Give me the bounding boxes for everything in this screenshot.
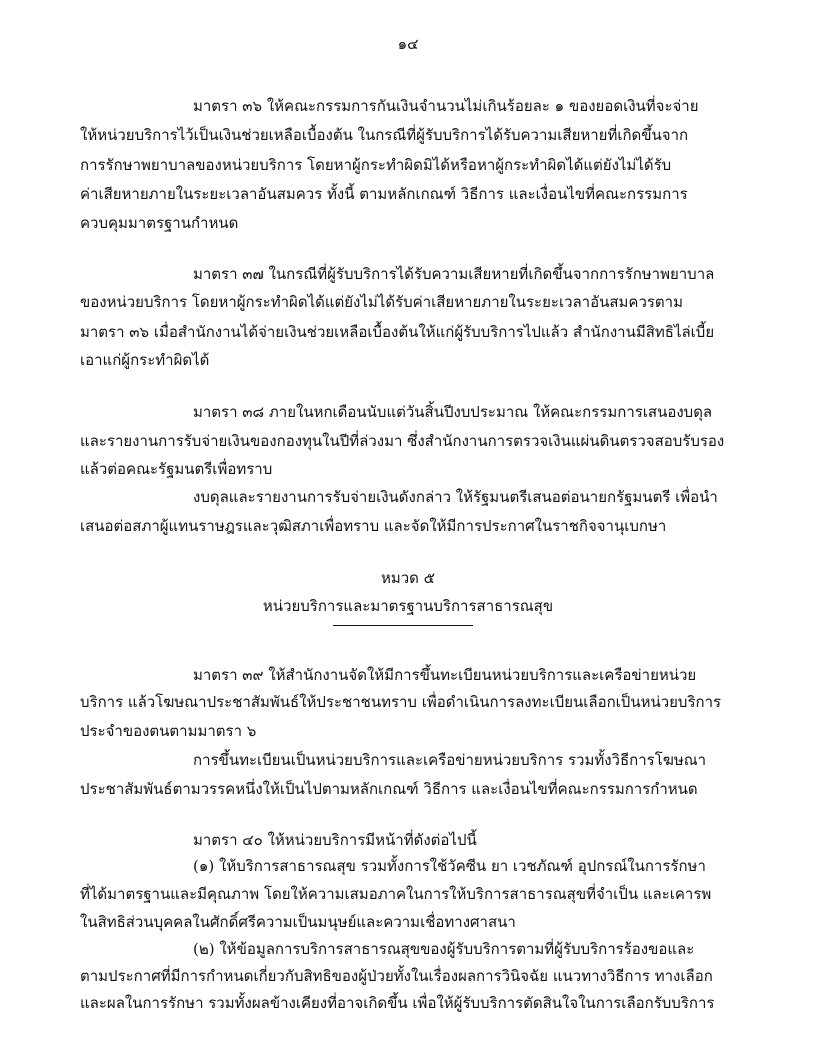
text-line: แล้วต่อคณะรัฐมนตรีเพื่อทราบ	[80, 460, 273, 478]
text-line: และผลในการรักษา รวมทั้งผลข้างเคียงที่อาจเกิดขึ้น เพื่อให้ผู้รับบริการตัดสินใจในการเลือกรับบริการ	[80, 994, 715, 1012]
text-line: ค่าเสียหายภายในระยะเวลาอันสมควร ทั้งนี้ ตามหลักเกณฑ์ วิธีการ และเงื่อนไขที่คณะกรรมการ	[80, 185, 688, 203]
page-number: ๑๔	[397, 35, 419, 53]
text-line: ประชาสัมพันธ์ตามวรรคหนึ่งให้เป็นไปตามหลักเกณฑ์ วิธีการ และเงื่อนไขที่คณะกรรมการกำหนด	[80, 780, 698, 798]
text-line: ควบคุมมาตรฐานกำหนด	[80, 214, 239, 232]
text-line: มาตรา ๓๘ ภายในหกเดือนนับแต่วันสิ้นปีงบประมาณ ให้คณะกรรมการเสนองบดุล	[193, 403, 713, 421]
text-line: (๒) ให้ข้อมูลการบริการสาธารณสุขของผู้รับบริการตามที่ผู้รับบริการร้องขอและ	[193, 940, 695, 958]
text-line: มาตรา ๔๐ ให้หน่วยบริการมีหน้าที่ดังต่อไปนี้	[193, 831, 477, 849]
text-line: มาตรา ๓๗ ในกรณีที่ผู้รับบริการได้รับความเสียหายที่เกิดขึ้นจากการรักษาพยาบาล	[193, 265, 715, 283]
divider	[333, 625, 473, 626]
text-line: ให้หน่วยบริการไว้เป็นเงินช่วยเหลือเบื้องต้น ในกรณีที่ผู้รับบริการได้รับความเสียหายที่เกิดขึ้นจาก	[80, 126, 689, 144]
text-line: ในสิทธิส่วนบุคคลในศักดิ์ศรีความเป็นมนุษย์และความเชื่อทางศาสนา	[80, 913, 516, 931]
text-line: และรายงานการรับจ่ายเงินของกองทุนในปีที่ล่วงมา ซึ่งสำนักงานการตรวจเงินแผ่นดินตรวจสอบรับรอง	[80, 432, 725, 450]
text-line: การขึ้นทะเบียนเป็นหน่วยบริการและเครือข่ายหน่วยบริการ รวมทั้งวิธีการโฆษณา	[193, 751, 707, 769]
text-line: งบดุลและรายงานการรับจ่ายเงินดังกล่าว ให้รัฐมนตรีเสนอต่อนายกรัฐมนตรี เพื่อนำ	[193, 488, 718, 506]
text-line: ตามประกาศที่มีการกำหนดเกี่ยวกับสิทธิของผู้ป่วยทั้งในเรื่องผลการวินิจฉัย แนวทางวิธีการ ทางเลือก	[80, 967, 713, 985]
text-line: ของหน่วยบริการ โดยหาผู้กระทำผิดได้แต่ยังไม่ได้รับค่าเสียหายภายในระยะเวลาอันสมควรตาม	[80, 293, 683, 311]
text-line: มาตรา ๓๖ ให้คณะกรรมการกันเงินจำนวนไม่เกินร้อยละ ๑ ของยอดเงินที่จะจ่าย	[193, 97, 699, 115]
chapter-title: หน่วยบริการและมาตรฐานบริการสาธารณสุข	[262, 597, 554, 615]
text-line: การรักษาพยาบาลของหน่วยบริการ โดยหาผู้กระทำผิดมิได้หรือหาผู้กระทำผิดได้แต่ยังไม่ได้รับ	[80, 156, 672, 174]
text-line: บริการ แล้วโฆษณาประชาสัมพันธ์ให้ประชาชนทราบ เพื่อดำเนินการลงทะเบียนเลือกเป็นหน่วยบริการ	[80, 693, 722, 711]
text-line: เสนอต่อสภาผู้แทนราษฎรและวุฒิสภาเพื่อทราบ และจัดให้มีการประกาศในราชกิจจานุเบกษา	[80, 517, 667, 535]
text-line: (๑) ให้บริการสาธารณสุข รวมทั้งการใช้วัคซีน ยา เวชภัณฑ์ อุปกรณ์ในการรักษา	[193, 857, 706, 875]
text-line: ประจำของตนตามมาตรา ๖	[80, 722, 257, 740]
text-line: เอาแก่ผู้กระทำผิดได้	[80, 351, 210, 369]
text-line: ที่ได้มาตรฐานและมีคุณภาพ โดยให้ความเสมอภาคในการให้บริการสาธารณสุขที่จำเป็น และเคารพ	[80, 885, 712, 903]
chapter-heading: หมวด ๕	[380, 569, 436, 587]
text-line: มาตรา ๓๙ ให้สำนักงานจัดให้มีการขึ้นทะเบียนหน่วยบริการและเครือข่ายหน่วย	[193, 666, 697, 684]
text-line: มาตรา ๓๖ เมื่อสำนักงานได้จ่ายเงินช่วยเหลือเบื้องต้นให้แก่ผู้รับบริการไปแล้ว สำนักงานมีสิทธิไล่เบี้ย	[80, 323, 715, 341]
